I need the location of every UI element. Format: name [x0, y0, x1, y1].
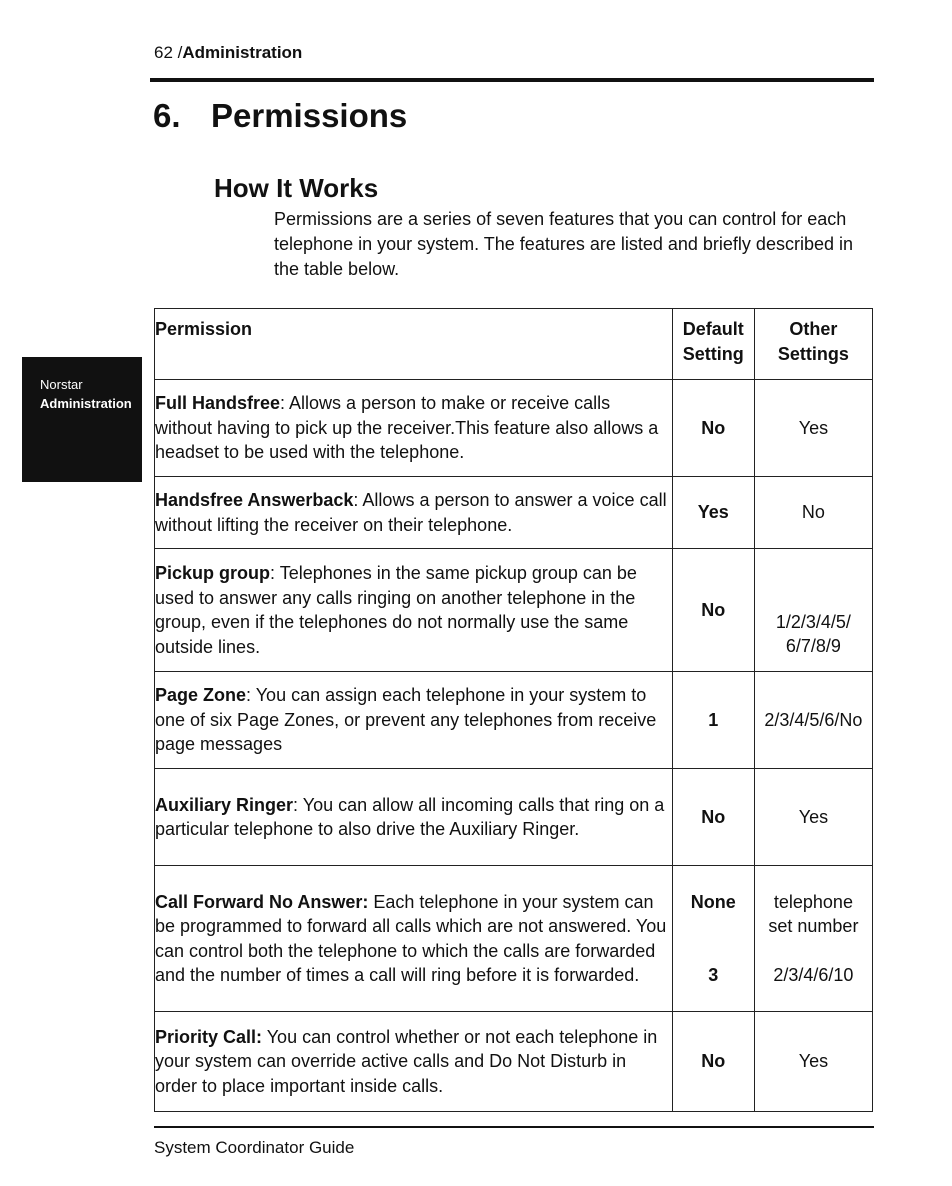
header-other-settings	[754, 309, 872, 380]
permission-name: Full Handsfree	[155, 393, 281, 414]
default-setting-cell: No	[672, 549, 754, 672]
permission-cell	[155, 1012, 673, 1112]
permission-description: : You can allow all incoming calls that ring on a particular telephone to also drive the Auxiliary Ringer.	[155, 794, 665, 839]
default-setting-cell	[672, 866, 754, 1012]
permissions-table	[154, 308, 873, 1112]
default-setting-cell: Yes	[672, 477, 754, 549]
side-tab-line-2: Administration	[40, 396, 132, 411]
default-setting-cell: No	[672, 769, 754, 866]
header-section-name: Administration	[182, 43, 303, 62]
default-setting-line-1: None	[690, 892, 736, 912]
header-default-setting	[672, 309, 754, 380]
permission-cell	[155, 549, 673, 672]
spacer	[755, 939, 872, 963]
permission-name: Pickup group	[155, 563, 271, 583]
chapter-title	[153, 97, 407, 135]
default-setting-cell: No	[672, 380, 754, 477]
header-other-line-1: Other	[789, 319, 838, 339]
footer-title: System Coordinator Guide	[154, 1138, 355, 1157]
other-settings-cell	[754, 866, 872, 1012]
default-setting-cell: 1	[672, 672, 754, 769]
permission-name: Call Forward No Answer:	[155, 891, 369, 912]
page-header	[154, 43, 302, 63]
header-permission: Permission	[155, 309, 673, 380]
other-settings-cell: No	[754, 477, 872, 549]
default-setting-line-2: 3	[708, 964, 719, 985]
other-settings-cell: Yes	[754, 769, 872, 866]
other-settings-cell: 2/3/4/5/6/No	[754, 672, 872, 769]
permission-cell	[155, 380, 673, 477]
chapter-number: 6.	[153, 97, 181, 134]
permission-cell	[155, 477, 673, 549]
side-tab-line-1: Norstar	[40, 377, 83, 392]
other-settings-line-1: 1/2/3/4/5/	[775, 611, 851, 632]
other-settings-line-2: 6/7/8/9	[785, 636, 841, 656]
header-other-line-2: Settings	[777, 343, 849, 364]
other-settings-cell	[754, 549, 872, 672]
table-header-row	[155, 309, 873, 380]
table-row	[155, 477, 873, 549]
subsection-title: How It Works	[214, 173, 379, 203]
table-row	[155, 380, 873, 477]
permission-name: Auxiliary Ringer	[155, 794, 294, 815]
table-row	[155, 866, 873, 1012]
side-tab	[22, 357, 142, 482]
other-settings-line-1: telephone	[773, 891, 853, 912]
permission-description: Each telephone in your system can be programmed to forward all calls which are not answered. You can control both the telephone to which the calls are forwarded and the number of times a call will ring before it is forwarded.	[155, 891, 667, 985]
header-separator: /	[172, 43, 183, 62]
default-setting-cell: No	[672, 1012, 754, 1112]
footer-rule	[154, 1126, 874, 1128]
header-rule	[150, 78, 874, 82]
other-settings-line-3: 2/3/4/6/10	[773, 964, 854, 985]
permission-description: : Telephones in the same pickup group can be used to answer any calls ringing on another telephone in the group, even if the telephones do not normally use the same outside lines.	[155, 563, 637, 657]
table-row	[155, 769, 873, 866]
header-default-line-1: Default	[682, 319, 744, 339]
intro-paragraph: Permissions are a series of seven features that you can control for each telephone in your system. The features are listed and briefly described in the table below.	[274, 209, 853, 279]
permission-cell	[155, 769, 673, 866]
page-number: 62	[154, 43, 173, 62]
table-row	[155, 1012, 873, 1112]
other-settings-cell: Yes	[754, 380, 872, 477]
other-settings-line-2: set number	[768, 916, 859, 937]
permission-description: : Allows a person to make or receive calls without having to pick up the receiver.This feature also allows a headset to be used with the telephone.	[155, 393, 659, 463]
permission-description: : You can assign each telephone in your system to one of six Page Zones, or prevent any telephones from receive page messages	[155, 685, 657, 755]
spacer	[673, 915, 754, 963]
permission-name: Priority Call:	[155, 1026, 263, 1047]
permission-description: : Allows a person to answer a voice call without lifting the receiver on their telephone.	[155, 490, 667, 535]
permission-name: Page Zone	[155, 685, 247, 706]
table-row	[155, 672, 873, 769]
other-settings-cell: Yes	[754, 1012, 872, 1112]
permission-cell	[155, 672, 673, 769]
chapter-title-text: Permissions	[211, 97, 408, 134]
header-default-line-2: Setting	[682, 343, 744, 364]
table-row	[155, 549, 873, 672]
permission-cell	[155, 866, 673, 1012]
permission-name: Handsfree Answerback	[155, 490, 354, 510]
permission-description: You can control whether or not each telephone in your system can override active calls and Do Not Disturb in order to place important inside calls.	[155, 1026, 658, 1096]
